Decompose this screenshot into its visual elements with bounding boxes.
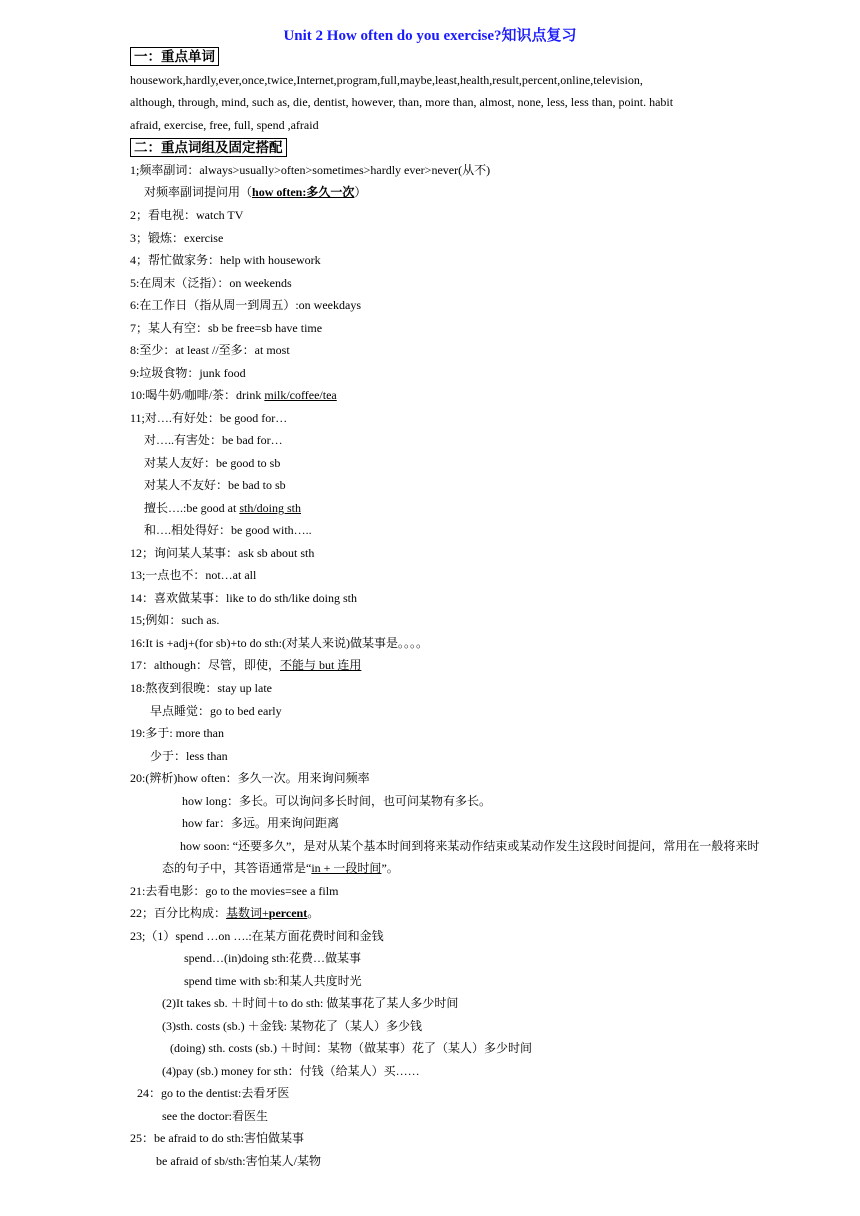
list-item: 6:在工作日（指从周一到周五）:on weekdays <box>130 298 361 312</box>
list-item <box>130 657 361 673</box>
list-item-text: 17：although：尽管，即使， <box>130 658 280 672</box>
list-item: 和….相处得好：be good with….. <box>144 523 312 537</box>
list-item: 12；询问某人某事：ask sb about sth <box>130 546 315 560</box>
list-item: how soon: “还要多久”，是对从某个基本时间到将来某动作结束或某动作发生这段时间提问，常用在一般将来时 <box>180 839 760 853</box>
underlined-phrase: 基数词+ <box>226 906 269 920</box>
underlined-phrase: milk/coffee/tea <box>264 388 337 402</box>
list-item: 14：喜欢做某事：like to do sth/like doing sth <box>130 591 357 605</box>
list-item <box>130 387 337 403</box>
list-item: 19:多于: more than <box>130 726 224 740</box>
list-item: (4)pay (sb.) money for sth：付钱（给某人）买…… <box>162 1064 420 1078</box>
list-item: 2；看电视：watch TV <box>130 208 244 222</box>
list-item: 21:去看电影：go to the movies=see a film <box>130 884 339 898</box>
list-item: 24：go to the dentist:去看牙医 <box>137 1086 290 1100</box>
word-list-line: although, through, mind, such as, die, dentist, however, than, more than, almost, none, less, less than, point. habit <box>130 95 674 109</box>
list-item: 25：be afraid to do sth:害怕做某事 <box>130 1131 304 1145</box>
list-item: 8:至少：at least //至多：at most <box>130 343 290 357</box>
list-item <box>144 500 301 516</box>
list-item: 7；某人有空：sb be free=sb have time <box>130 321 323 335</box>
list-item: spend time with sb:和某人共度时光 <box>184 974 362 988</box>
list-item: 5:在周末（泛指）：on weekends <box>130 276 292 290</box>
list-item: spend…(in)doing sth:花费…做某事 <box>184 951 361 965</box>
underlined-phrase: in + 一段时间 <box>311 861 382 875</box>
list-item: see the doctor:看医生 <box>162 1109 268 1123</box>
list-item: how long：多长。可以询问多长时间，也可问某物有多长。 <box>182 794 492 808</box>
list-item <box>162 860 399 876</box>
list-item: 对某人友好：be good to sb <box>144 456 281 470</box>
list-item: 1;频率副词：always>usually>often>sometimes>hardly ever>never(从不) <box>130 163 491 177</box>
underlined-phrase: 不能与 but 连用 <box>280 658 362 672</box>
list-item: 4；帮忙做家务：help with housework <box>130 253 321 267</box>
list-item-text: 。 <box>307 906 320 920</box>
list-item: 对…..有害处：be bad for… <box>144 433 283 447</box>
list-item-text: 擅长….:be good at <box>144 501 240 515</box>
list-item-text: 态的句子中，其答语通常是“ <box>162 861 312 875</box>
list-item: how far：多远。用来询问距离 <box>182 816 339 830</box>
document-title: Unit 2 How often do you exercise?知识点复习 <box>283 28 577 44</box>
list-item: 对某人不友好：be bad to sb <box>144 478 286 492</box>
list-item-text: 22；百分比构成： <box>130 906 227 920</box>
list-item: 11;对….有好处：be good for… <box>130 411 288 425</box>
underlined-phrase: sth/doing sth <box>239 501 302 515</box>
list-item: 15;例如：such as. <box>130 613 220 627</box>
list-item <box>144 184 366 200</box>
list-item: 16:It is +adj+(for sb)+to do sth:(对某人来说)做某事是。。。。 <box>130 636 428 650</box>
list-item-text: 对频率副词提问用（ <box>144 185 253 199</box>
list-item: be afraid of sb/sth:害怕某人/某物 <box>156 1154 321 1168</box>
list-item-text: 10:喝牛奶/咖啡/茶：drink <box>130 388 265 402</box>
word-list-line: housework,hardly,ever,once,twice,Internet,program,full,maybe,least,health,result,percent,online,television, <box>130 73 643 87</box>
list-item: 3；锻炼：exercise <box>130 231 224 245</box>
list-item: 早点睡觉：go to bed early <box>150 704 282 718</box>
underlined-phrase: how often:多久一次 <box>252 185 355 199</box>
list-item: 18:熬夜到很晚：stay up late <box>130 681 272 695</box>
list-item: 13;一点也不：not…at all <box>130 568 257 582</box>
list-item-text: ”。 <box>381 861 399 875</box>
list-item: 9:垃圾食物：junk food <box>130 366 246 380</box>
section-heading-key-words: 一：重点单词 <box>130 47 219 66</box>
list-item: 20:(辨析)how often：多久一次。用来询问频率 <box>130 771 370 785</box>
underlined-phrase: percent <box>268 906 308 920</box>
list-item: 少于：less than <box>150 749 228 763</box>
list-item-text: ） <box>354 185 367 199</box>
section-heading-phrases: 二：重点词组及固定搭配 <box>130 138 287 157</box>
list-item: (2)It takes sb. ＋时间＋to do sth: 做某事花了某人多少时间 <box>162 996 459 1010</box>
list-item <box>130 905 319 921</box>
list-item: (3)sth. costs (sb.) ＋金钱: 某物花了（某人）多少钱 <box>162 1019 422 1033</box>
word-list-line: afraid, exercise, free, full, spend ,afraid <box>130 118 319 132</box>
list-item: (doing) sth. costs (sb.) ＋时间：某物（做某事）花了（某人）多少时间 <box>170 1041 532 1055</box>
list-item: 23;（1）spend …on ….:在某方面花费时间和金钱 <box>130 929 384 943</box>
